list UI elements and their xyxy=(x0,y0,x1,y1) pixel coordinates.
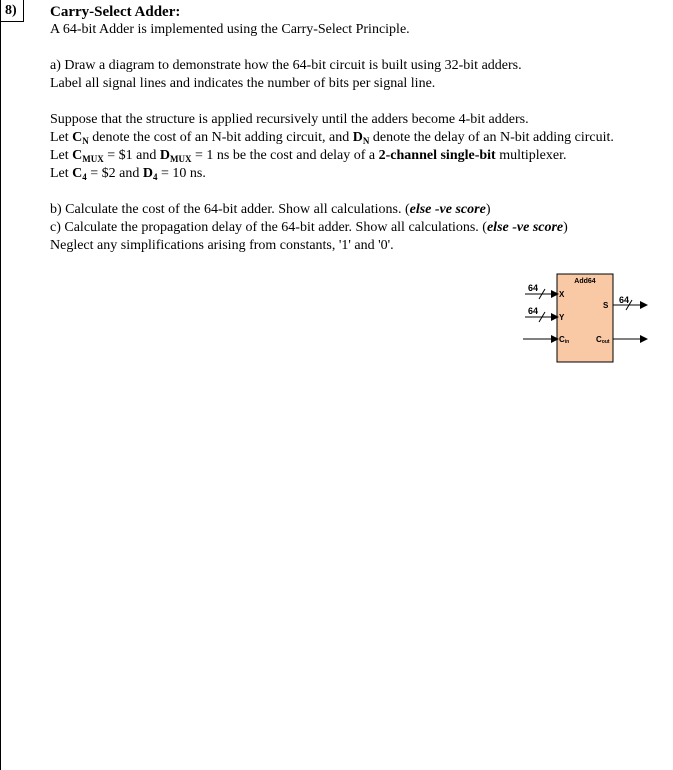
port-cin-label: Cin xyxy=(559,335,570,345)
question-number: 8) xyxy=(5,3,17,18)
mux-definition-line: Let $C_{MUX}$ = $1 and $D_{MUX} = 1$ ns be the cost and delay of a 2-channel single-bit multiplexer. xyxy=(50,148,567,164)
y-width-label: 64 xyxy=(528,306,539,316)
port-s-label: S xyxy=(603,301,609,310)
part-c-text: c) Calculate the propagation delay of the 64-bit adder. Show all calculations. (else -ve score) xyxy=(50,220,568,235)
add64-block-diagram xyxy=(515,268,655,368)
add64-block xyxy=(557,274,613,362)
block-label: Add64 xyxy=(574,278,596,285)
port-y-label: Y xyxy=(559,313,565,322)
intro-text: A 64-bit Adder is implemented using the Carry-Select Principle. xyxy=(50,22,410,37)
x-width-label: 64 xyxy=(528,283,539,293)
neglect-text: Neglect any simplifications arising from constants, '1' and '0'. xyxy=(50,238,394,253)
cost-definition-line: Let $C_N$ denote the cost of an N-bit adding circuit, and $D_N$ denote the delay of an N-bit adding circuit. xyxy=(50,130,614,146)
question-title: Carry-Select Adder: xyxy=(50,4,181,20)
part-a-line-1: a) Draw a diagram to demonstrate how the 64-bit circuit is built using 32-bit adders. xyxy=(50,58,522,73)
part-b-text: b) Calculate the cost of the 64-bit adder. Show all calculations. (else -ve score) xyxy=(50,202,491,217)
port-x-label: X xyxy=(559,290,565,299)
s-width-label: 64 xyxy=(619,295,630,305)
left-border xyxy=(0,0,1,770)
question-number-box xyxy=(0,0,24,22)
port-cout-label: Cout xyxy=(596,335,610,345)
part-a-line-2: Label all signal lines and indicates the number of bits per signal line. xyxy=(50,76,436,91)
suppose-text: Suppose that the structure is applied recursively until the adders become 4-bit adders. xyxy=(50,112,529,127)
c4-definition-line: Let $C_4$ = $2 and $D_4 = 10$ ns. xyxy=(50,166,206,182)
question-body xyxy=(50,3,665,255)
